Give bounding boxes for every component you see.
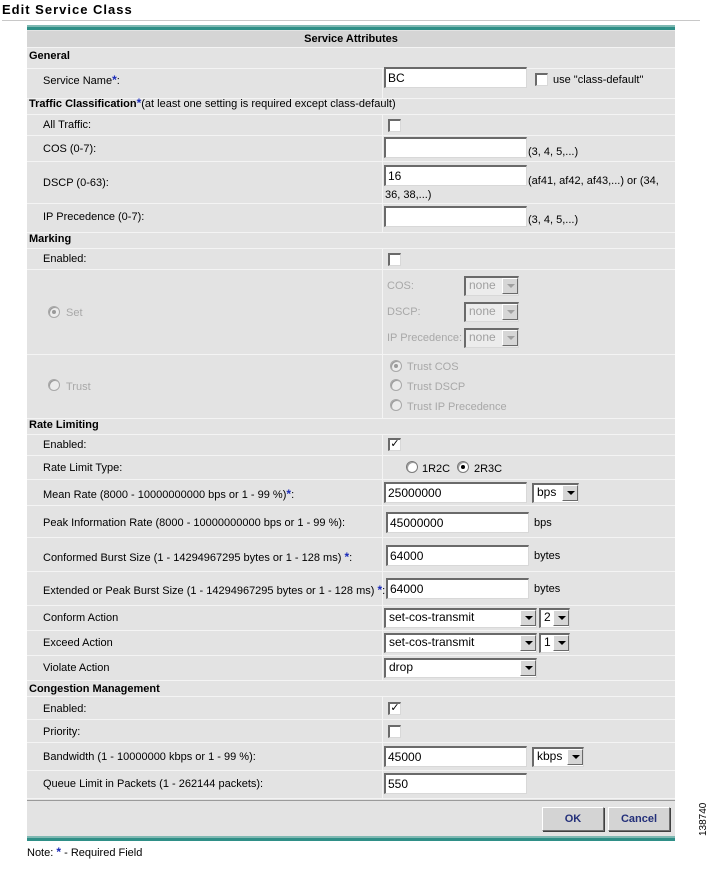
dscp-label: DSCP (0-63): [43, 177, 109, 189]
conform-action-value-select[interactable]: 2 [539, 608, 570, 628]
congestion-enabled-label: Enabled: [43, 703, 87, 715]
trust-ip-precedence-radio[interactable] [390, 399, 402, 411]
section-rate-limiting: Rate Limiting [29, 419, 99, 431]
cancel-button[interactable]: Cancel [608, 807, 670, 831]
conformed-burst-unit: bytes [534, 550, 561, 562]
page-title: Edit Service Class [2, 1, 700, 21]
peak-rate-label: Peak Information Rate (8000 - 10000000000 bps or 1 - 99 %): [43, 517, 346, 529]
chevron-down-icon [502, 304, 518, 320]
ok-button[interactable]: OK [542, 807, 604, 831]
exceed-action-select[interactable]: set-cos-transmit [384, 633, 537, 653]
dscp-input[interactable]: 16 [384, 165, 527, 186]
marking-dscp-select[interactable]: none [464, 302, 519, 322]
marking-set-radio[interactable] [48, 306, 60, 318]
service-name-label: Service Name*: [43, 73, 120, 87]
conform-action-select[interactable]: set-cos-transmit [384, 608, 537, 628]
priority-checkbox[interactable] [388, 725, 401, 738]
extended-burst-unit: bytes [534, 583, 561, 595]
peak-rate-input[interactable]: 45000000 [386, 512, 529, 533]
cos-label: COS (0-7): [43, 143, 97, 155]
conformed-burst-input[interactable]: 64000 [386, 545, 529, 566]
exceed-action-label: Exceed Action [43, 637, 113, 649]
rate-type-1r2c-radio[interactable] [406, 461, 418, 473]
service-attributes-panel [27, 25, 675, 841]
use-class-default-checkbox[interactable] [535, 73, 548, 86]
trust-dscp-radio[interactable] [390, 379, 402, 391]
queue-limit-input[interactable]: 550 [384, 773, 527, 794]
all-traffic-checkbox[interactable] [388, 119, 401, 132]
section-congestion-management: Congestion Management [29, 683, 160, 695]
marking-enabled-label: Enabled: [43, 253, 87, 265]
marking-ip-precedence-select[interactable]: none [464, 328, 519, 348]
required-field-note: Note: * - Required Field [27, 845, 143, 859]
congestion-enabled-checkbox[interactable]: ✓ [388, 702, 401, 715]
rate-type-2r3c-radio[interactable] [457, 461, 469, 473]
bottom-divider [27, 836, 675, 841]
dscp-hint-1: (af41, af42, af43,...) or (34, [528, 175, 659, 187]
marking-enabled-checkbox[interactable] [388, 253, 401, 266]
conformed-burst-label: Conformed Burst Size (1 - 14294967295 bytes or 1 - 128 ms) *: [43, 550, 353, 564]
cos-input[interactable] [384, 137, 527, 158]
marking-trust-label: Trust [66, 381, 91, 393]
marking-set-label: Set [66, 307, 83, 319]
chevron-down-icon [502, 330, 518, 346]
ip-precedence-input[interactable] [384, 206, 527, 227]
chevron-down-icon [520, 660, 536, 676]
chevron-down-icon [567, 749, 583, 765]
peak-rate-unit: bps [534, 517, 552, 529]
priority-label: Priority: [43, 726, 81, 738]
rate-limit-type-label: Rate Limit Type: [43, 462, 123, 474]
bandwidth-label: Bandwidth (1 - 10000000 kbps or 1 - 99 %): [43, 751, 256, 763]
bandwidth-unit-select[interactable]: kbps [532, 747, 584, 767]
rate-type-2r3c-label: 2R3C [474, 463, 503, 475]
violate-action-select[interactable]: drop [384, 658, 537, 678]
trust-dscp-label: Trust DSCP [407, 381, 466, 393]
mean-rate-unit-select[interactable]: bps [532, 483, 579, 503]
marking-trust-radio[interactable] [48, 379, 60, 391]
ip-precedence-hint: (3, 4, 5,...) [528, 214, 579, 226]
use-class-default-label: use "class-default" [553, 74, 644, 86]
rate-type-1r2c-label: 1R2C [422, 463, 451, 475]
section-traffic-classification: Traffic Classification*(at least one setting is required except class-default) [29, 96, 396, 110]
exceed-action-value-select[interactable]: 1 [539, 633, 570, 653]
trust-ip-precedence-label: Trust IP Precedence [407, 401, 507, 413]
trust-cos-label: Trust COS [407, 361, 459, 373]
trust-cos-radio[interactable] [390, 360, 402, 372]
extended-burst-label: Extended or Peak Burst Size (1 - 14294967295 bytes or 1 - 128 ms) *: [43, 583, 386, 597]
extended-burst-input[interactable]: 64000 [386, 578, 529, 599]
service-attributes-header: Service Attributes [27, 31, 675, 47]
chevron-down-icon [520, 635, 536, 651]
figure-number: 138740 [698, 802, 709, 836]
rate-enabled-label: Enabled: [43, 439, 87, 451]
chevron-down-icon [562, 485, 578, 501]
marking-cos-select[interactable]: none [464, 276, 519, 296]
section-general: General [29, 50, 70, 62]
cos-hint: (3, 4, 5,...) [528, 146, 579, 158]
queue-limit-label: Queue Limit in Packets (1 - 262144 packets): [43, 778, 264, 790]
chevron-down-icon [502, 278, 518, 294]
service-name-input[interactable]: BC [384, 67, 527, 88]
conform-action-label: Conform Action [43, 612, 119, 624]
all-traffic-label: All Traffic: [43, 119, 92, 131]
chevron-down-icon [520, 610, 536, 626]
bandwidth-input[interactable]: 45000 [384, 746, 527, 767]
top-divider [27, 25, 675, 30]
chevron-down-icon [553, 610, 569, 626]
section-marking: Marking [29, 233, 72, 245]
chevron-down-icon [553, 635, 569, 651]
mean-rate-label: Mean Rate (8000 - 10000000000 bps or 1 - 99 %)*: [43, 487, 295, 501]
dscp-hint-2: 36, 38,...) [385, 189, 432, 201]
marking-cos-label: COS: [387, 280, 414, 292]
rate-enabled-checkbox[interactable]: ✓ [388, 438, 401, 451]
violate-action-label: Violate Action [43, 662, 110, 674]
marking-dscp-label: DSCP: [387, 306, 421, 318]
marking-ip-precedence-label: IP Precedence: [387, 332, 463, 344]
ip-precedence-label: IP Precedence (0-7): [43, 211, 145, 223]
mean-rate-input[interactable]: 25000000 [384, 482, 527, 503]
